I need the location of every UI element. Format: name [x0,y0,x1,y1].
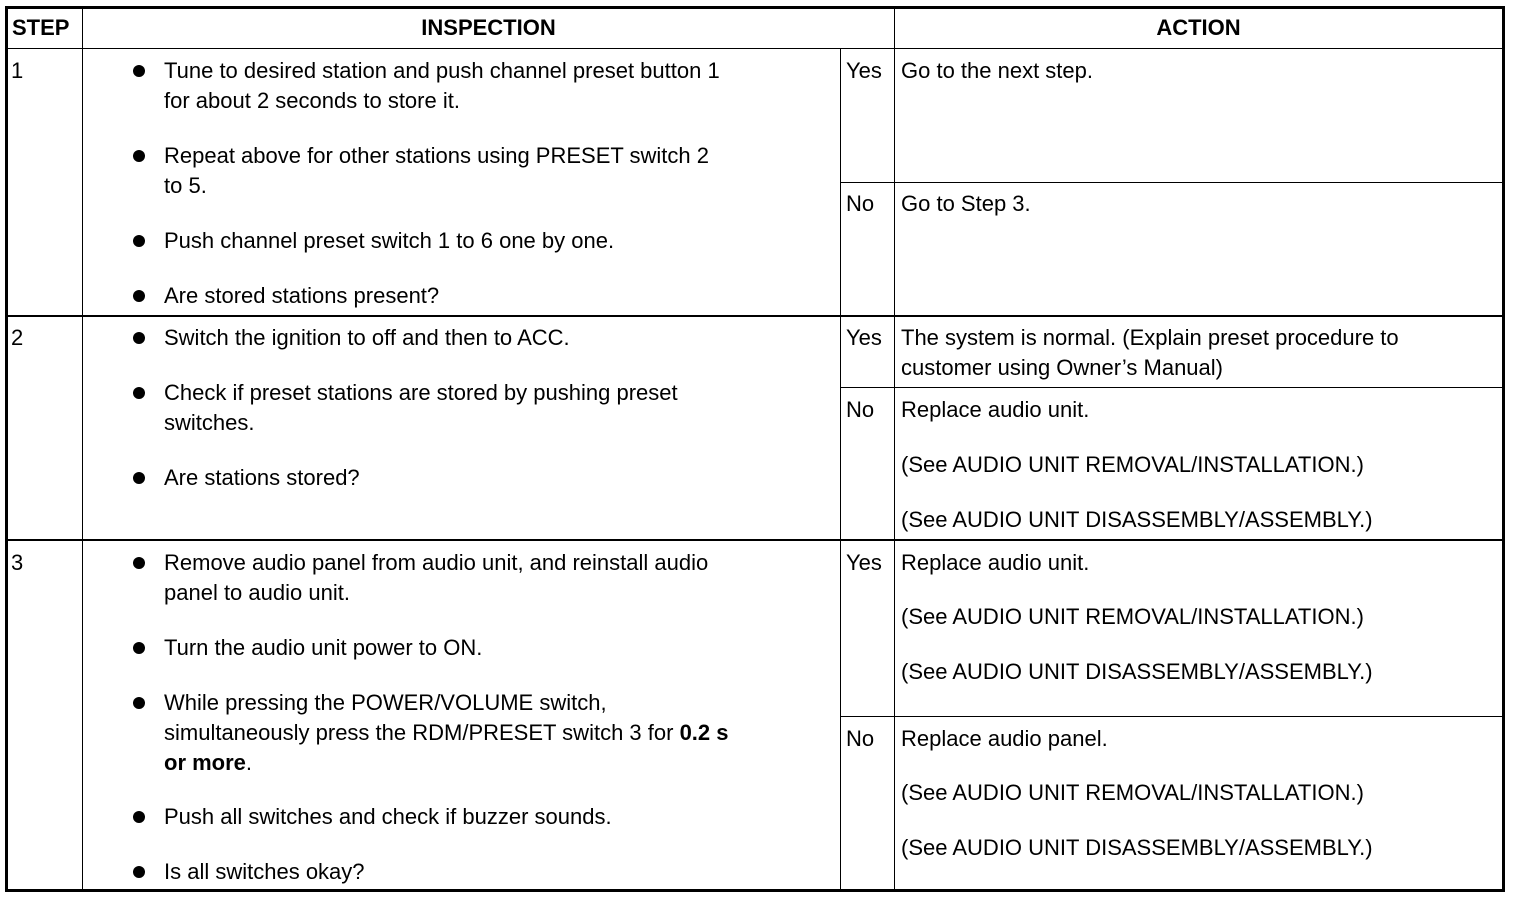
bullet-icon [133,472,145,484]
col-divider-action [894,9,895,889]
action-line: (See AUDIO UNIT REMOVAL/INSTALLATION.) [901,780,1364,805]
row3-yes-no-divider [840,716,1502,717]
inspection-line: switches. [164,410,255,435]
action-line: The system is normal. (Explain preset procedure to [901,325,1399,350]
inspection-line: Push all switches and check if buzzer sounds. [164,804,612,829]
header-inspection: INSPECTION [421,15,556,40]
inspection-line: Are stations stored? [164,465,360,490]
bullet-icon [133,866,145,878]
inspection-line: Switch the ignition to off and then to ACC. [164,325,570,350]
row1-yes-no-divider [840,182,1502,183]
bullet-icon [133,642,145,654]
action-line: Replace audio unit. [901,397,1090,422]
col-divider-step [82,9,83,889]
bullet-icon [133,235,145,247]
inspection-line: Turn the audio unit power to ON. [164,635,483,660]
yes-label: Yes [846,550,882,575]
inspection-tail: . [245,750,253,775]
yes-label: Yes [846,325,882,350]
no-label: No [846,726,875,751]
bullet-icon [133,387,145,399]
bullet-icon [133,557,145,569]
no-label: No [846,397,875,422]
header-action: ACTION [1156,15,1241,40]
inspection-line [164,718,729,748]
action-line: (See AUDIO UNIT REMOVAL/INSTALLATION.) [901,452,1364,477]
action-line: (See AUDIO UNIT DISASSEMBLY/ASSEMBLY.) [901,659,1373,684]
row2-yes-no-divider [840,387,1502,388]
row-divider-1 [8,315,1502,317]
action-line: Replace audio unit. [901,550,1090,575]
inspection-line: Push channel preset switch 1 to 6 one by one. [164,228,615,253]
bullet-icon [133,150,145,162]
inspection-line: to 5. [164,173,207,198]
no-label: No [846,191,875,216]
inspection-line: Check if preset stations are stored by pushing preset [164,380,678,405]
action-line: (See AUDIO UNIT DISASSEMBLY/ASSEMBLY.) [901,835,1373,860]
step-number-2: 2 [11,325,24,350]
bullet-icon [133,290,145,302]
action-line: customer using Owner’s Manual) [901,355,1223,380]
inspection-line: Remove audio panel from audio unit, and reinstall audio [164,550,709,575]
inspection-line: Are stored stations present? [164,283,440,308]
inspection-bold-value: 0.2 s [679,720,729,745]
action-line: (See AUDIO UNIT REMOVAL/INSTALLATION.) [901,604,1364,629]
action-line: Go to Step 3. [901,191,1031,216]
bullet-icon [133,811,145,823]
inspection-bold-value: or more [164,750,246,775]
step-number-1: 1 [11,58,24,83]
inspection-line: Is all switches okay? [164,859,365,884]
step-number-3: 3 [11,550,24,575]
bullet-icon [133,332,145,344]
action-line: Go to the next step. [901,58,1094,83]
yes-label: Yes [846,58,882,83]
col-divider-yesno [840,49,841,889]
inspection-line: panel to audio unit. [164,580,350,605]
inspection-line: Repeat above for other stations using PRESET switch 2 [164,143,709,168]
inspection-line: Tune to desired station and push channel preset button 1 [164,58,720,83]
bullet-icon [133,65,145,77]
bullet-icon [133,697,145,709]
inspection-text: simultaneously press the RDM/PRESET switch 3 for [164,720,674,745]
action-line: Replace audio panel. [901,726,1108,751]
inspection-line: for about 2 seconds to store it. [164,88,460,113]
header-divider [8,48,1502,49]
row-divider-2 [8,539,1502,541]
action-line: (See AUDIO UNIT DISASSEMBLY/ASSEMBLY.) [901,507,1373,532]
inspection-line: While pressing the POWER/VOLUME switch, [164,690,607,715]
inspection-line [164,748,252,778]
header-step: STEP [12,15,70,40]
